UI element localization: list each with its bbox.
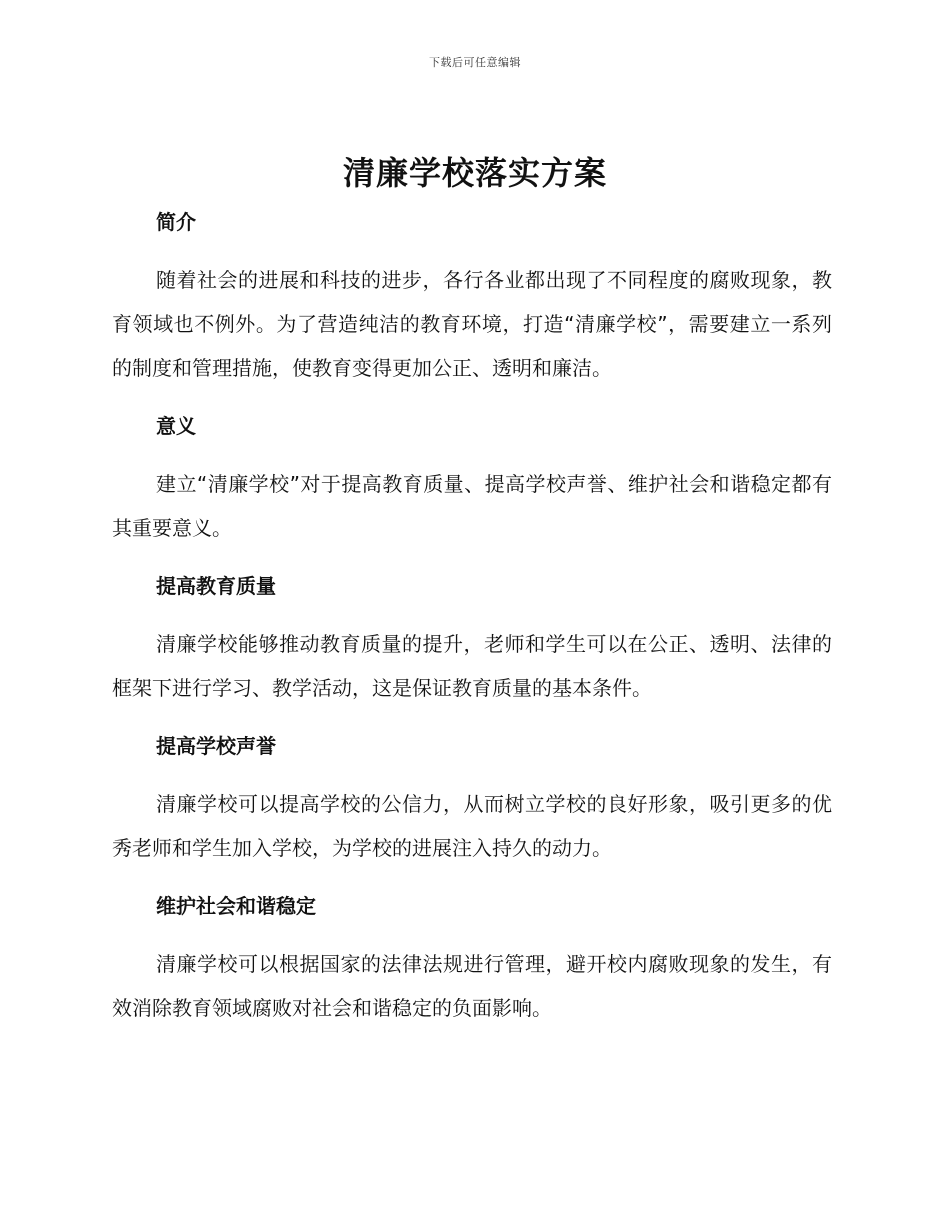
section-paragraph-social-stability: 清廉学校可以根据国家的法律法规进行管理，避开校内腐败现象的发生，有效消除教育领域腐败对社会和谐稳定的负面影响。 bbox=[112, 952, 832, 1020]
document-title: 清廉学校落实方案 bbox=[342, 154, 607, 192]
section-paragraph-significance: 建立“清廉学校”对于提高教育质量、提高学校声誉、维护社会和谐稳定都有其重要意义。 bbox=[112, 472, 832, 540]
section-heading-significance: 意义 bbox=[156, 414, 196, 438]
section-heading-education-quality: 提高教育质量 bbox=[156, 574, 276, 598]
section-paragraph-school-reputation: 清廉学校可以提高学校的公信力，从而树立学校的良好形象，吸引更多的优秀老师和学生加入学校，为学校的进展注入持久的动力。 bbox=[112, 792, 832, 860]
section-paragraph-intro: 随着社会的进展和科技的进步，各行各业都出现了不同程度的腐败现象，教育领域也不例外。为了营造纯洁的教育环境，打造“清廉学校”，需要建立一系列的制度和管理措施，使教育变得更加公正、透明和廉洁。 bbox=[112, 268, 832, 380]
section-heading-school-reputation: 提高学校声誉 bbox=[156, 734, 276, 758]
section-paragraph-education-quality: 清廉学校能够推动教育质量的提升，老师和学生可以在公正、透明、法律的框架下进行学习、教学活动，这是保证教育质量的基本条件。 bbox=[112, 632, 832, 700]
section-heading-social-stability: 维护社会和谐稳定 bbox=[156, 894, 316, 918]
document-body bbox=[112, 200, 832, 1030]
header-note: 下载后可任意编辑 bbox=[429, 56, 521, 69]
section-heading-intro: 简介 bbox=[156, 210, 196, 234]
